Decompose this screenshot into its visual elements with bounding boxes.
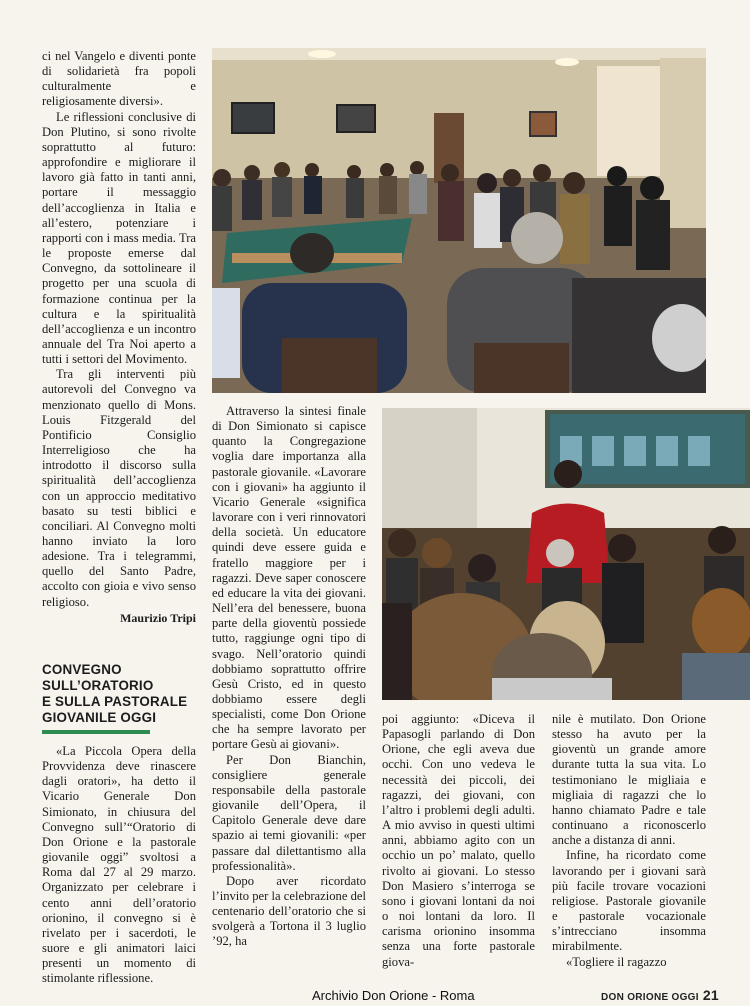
article-paragraph: Attraverso la sintesi finale di Don Simionato si capisce quanto la Congregazione voglia dare importanza alla pastorale giovanile. «Lavorare con i giovani» ha aggiunto il Vicario Generale «significa lavorare con i veri rinnovatori della società. Un educatore quindi deve essere guida e fratello maggiore per i ragazzi. Deve saper conoscere ed educare la vita dei giovani. Nell’era del benessere, buona parte della gioventù possiede tutto, raggiunge ogni tipo di svago. Nell’oratorio quindi dobbiamo soprattutto offrire Gesù Cristo, ed in questo dobbiamo essere degli specialisti, come Don Orione che ha sempre lavorato per portare Gesù ai giovani».: [212, 404, 366, 752]
article-paragraph: ci nel Vangelo e diventi ponte di solidarietà fra popoli culturalmente e religiosamente diversi».: [42, 49, 196, 109]
article-paragraph: Tra gli interventi più autorevoli del Convegno va menzionato quello di Mons. Louis Fitzgerald del Pontificio Consiglio Interreligioso che ha introdotto il discorso sulla spiritualità dell’accoglienza con un approccio meditativo basato su testi biblici e conciliari. Al Convegno molti hanno inviato la loro adesione. Tra i telegrammi, quello del Santo Padre, accolto con gioia e vivo senso religioso.: [42, 367, 196, 609]
article-paragraph: nile è mutilato. Don Orione stesso ha avuto per la gioventù un grande amore durante tutta la sua vita. Lo testimoniano le migliaia e migliaia di ragazzi che lo hanno chiamato Padre e tale continuano a riconoscerlo anche a distanza di anni.: [552, 712, 706, 848]
archive-caption: Archivio Don Orione - Roma: [312, 988, 475, 1003]
page-number: 21: [702, 987, 720, 1003]
article-paragraph: Dopo aver ricordato l’invito per la celebrazione del centenario dell’oratorio che si svolgerà a Tortona il 3 luglio ’92, ha: [212, 873, 366, 949]
column-1: [42, 49, 196, 986]
article-paragraph: Per Don Bianchin, consigliere generale responsabile della pastorale giovanile dell’Opera, il Capitolo Generale deve dare spazio ai temi giovanili: «per passare dal dilettantismo alla professionalità».: [212, 752, 366, 873]
column-3: [382, 712, 535, 970]
column-4: [552, 712, 706, 970]
conference-room-photo: [212, 48, 706, 393]
article-paragraph: «Togliere il ragazzo: [566, 954, 667, 969]
article-paragraph: «La Piccola Opera della Provvidenza deve rinascere dagli oratori», ha detto il Vicario Generale Don Simionato, in chiusura del Convegno sull’“Oratorio di Don Orione e la pastorale giovanile oggi” svoltosi a Roma dal 27 al 29 marzo. Organizzato per celebrare i cento anni dell’oratorio orionino, il convegno si è rivelato per i sacerdoti, le suore e gli animatori laici presenti un momento di stimolante riflessione.: [42, 743, 196, 986]
magazine-footer: [601, 987, 719, 1003]
article-paragraph: poi aggiunto: «Diceva il Papasogli parlando di Don Orione, che egli aveva due occhi. Con uno vedeva le necessità dei piccoli, dei ragazzi, dei giovani, con l’altro i problemi degli adulti. A mio avviso in questi ultimi anni, abbiamo agito con un occhio un po’ malato, quello rivolto ai giovani. Lo stesso Don Masiero s’interroga se sono i giovani lontani da noi o noi lontani da loro. Il carisma orionino insomma senza una forte pastorale giova-: [382, 712, 535, 969]
magazine-name: DON ORIONE OGGI: [601, 992, 699, 1003]
section-heading: CONVEGNO SULL’ORATORIO E SULLA PASTORALE GIOVANILE OGGI: [42, 661, 188, 725]
column-2: [212, 404, 366, 950]
article-paragraph: Le riflessioni conclusive di Don Plutino, si sono rivolte soprattutto al futuro: approfondire e migliorare il lavoro già fatto in tanti anni, portare il messaggio dell’accoglienza in Italia e all’estero, potenziare i rapporti con i mass media. Tra le proposte emerse dal Convegno, da sottolineare il progetto per una scuola di formazione continua per la cultura e la spiritualità dell’accoglienza e un incontro annuale del Tra Noi aperto a tutti i settori del Movimento.: [42, 109, 196, 367]
author-signature: Maurizio Tripi: [120, 610, 196, 625]
article-paragraph: Infine, ha ricordato come lavorando per i giovani sarà più facile trovare vocazioni religiose. Pastorale giovanile e pastorale vocazionale s’intrecciano insomma mirabilmente.: [552, 848, 706, 954]
speaker-audience-photo: [382, 408, 750, 700]
heading-underline: [42, 730, 150, 734]
